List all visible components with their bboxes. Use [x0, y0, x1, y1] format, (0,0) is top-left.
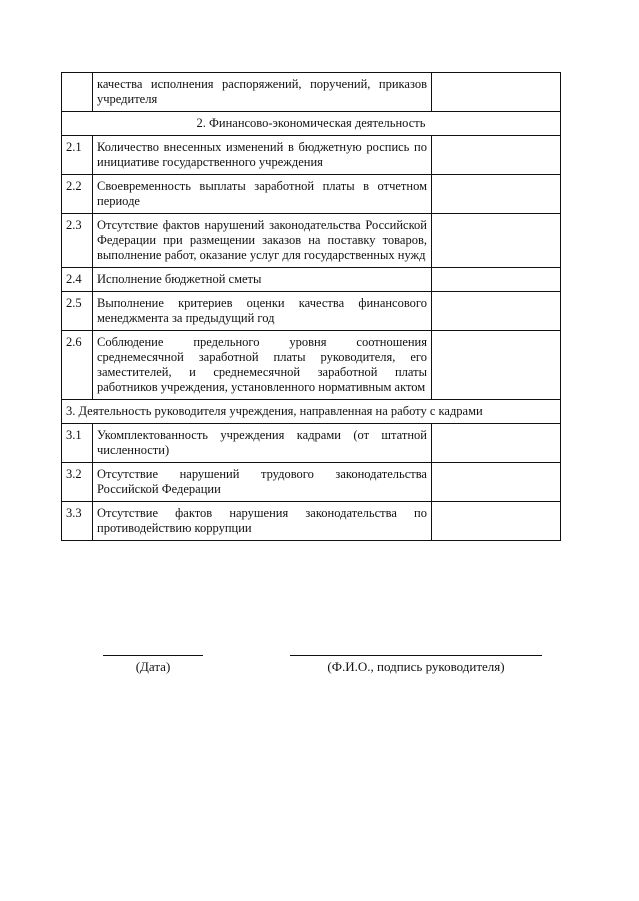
- row-number: 2.3: [62, 214, 93, 268]
- row-number: 2.6: [62, 331, 93, 400]
- signature-line: [290, 655, 542, 656]
- table-row: [62, 292, 561, 331]
- row-number: 2.5: [62, 292, 93, 331]
- criterion-text: Соблюдение предельного уровня соотношения среднемесячной заработной платы руководителя, его заместителей, и среднемесячной заработной платы работников учреждения, установленного нормативным актом: [93, 331, 432, 400]
- score-cell: [432, 73, 561, 112]
- row-number: 3.2: [62, 463, 93, 502]
- row-number: 2.1: [62, 136, 93, 175]
- row-number: 2.4: [62, 268, 93, 292]
- criteria-table: [61, 72, 561, 541]
- table-row: [62, 268, 561, 292]
- section-row: [62, 400, 561, 424]
- score-cell: [432, 424, 561, 463]
- criterion-text: Отсутствие фактов нарушений законодательства Российской Федерации при размещении заказов на поставку товаров, выполнение работ, оказание услуг для государственных нужд: [93, 214, 432, 268]
- row-number: 3.3: [62, 502, 93, 541]
- table-row: [62, 214, 561, 268]
- date-signature-block: [103, 655, 203, 675]
- score-cell: [432, 136, 561, 175]
- row-number: 2.2: [62, 175, 93, 214]
- criterion-text: Отсутствие нарушений трудового законодательства Российской Федерации: [93, 463, 432, 502]
- head-signature-block: [290, 655, 542, 675]
- section-heading-personnel: 3. Деятельность руководителя учреждения, направленная на работу с кадрами: [62, 400, 561, 424]
- section-heading-financial: 2. Финансово-экономическая деятельность: [62, 112, 561, 136]
- table-row: [62, 136, 561, 175]
- score-cell: [432, 268, 561, 292]
- score-cell: [432, 463, 561, 502]
- criterion-text: Исполнение бюджетной сметы: [93, 268, 432, 292]
- criterion-text: Отсутствие фактов нарушения законодательства по противодействию коррупции: [93, 502, 432, 541]
- table-row: [62, 73, 561, 112]
- criterion-text: качества исполнения распоряжений, поручений, приказов учредителя: [93, 73, 432, 112]
- criterion-text: Выполнение критериев оценки качества финансового менеджмента за предыдущий год: [93, 292, 432, 331]
- score-cell: [432, 214, 561, 268]
- row-number: [62, 73, 93, 112]
- section-row: [62, 112, 561, 136]
- table-row: [62, 502, 561, 541]
- table-row: [62, 424, 561, 463]
- date-line: [103, 655, 203, 656]
- table-row: [62, 331, 561, 400]
- row-number: 3.1: [62, 424, 93, 463]
- score-cell: [432, 292, 561, 331]
- criterion-text: Своевременность выплаты заработной платы в отчетном периоде: [93, 175, 432, 214]
- criterion-text: Количество внесенных изменений в бюджетную роспись по инициативе государственного учреждения: [93, 136, 432, 175]
- score-cell: [432, 502, 561, 541]
- table-row: [62, 463, 561, 502]
- table-row: [62, 175, 561, 214]
- score-cell: [432, 175, 561, 214]
- score-cell: [432, 331, 561, 400]
- criterion-text: Укомплектованность учреждения кадрами (от штатной численности): [93, 424, 432, 463]
- signature-caption: (Ф.И.О., подпись руководителя): [327, 659, 505, 674]
- date-caption: (Дата): [135, 659, 171, 674]
